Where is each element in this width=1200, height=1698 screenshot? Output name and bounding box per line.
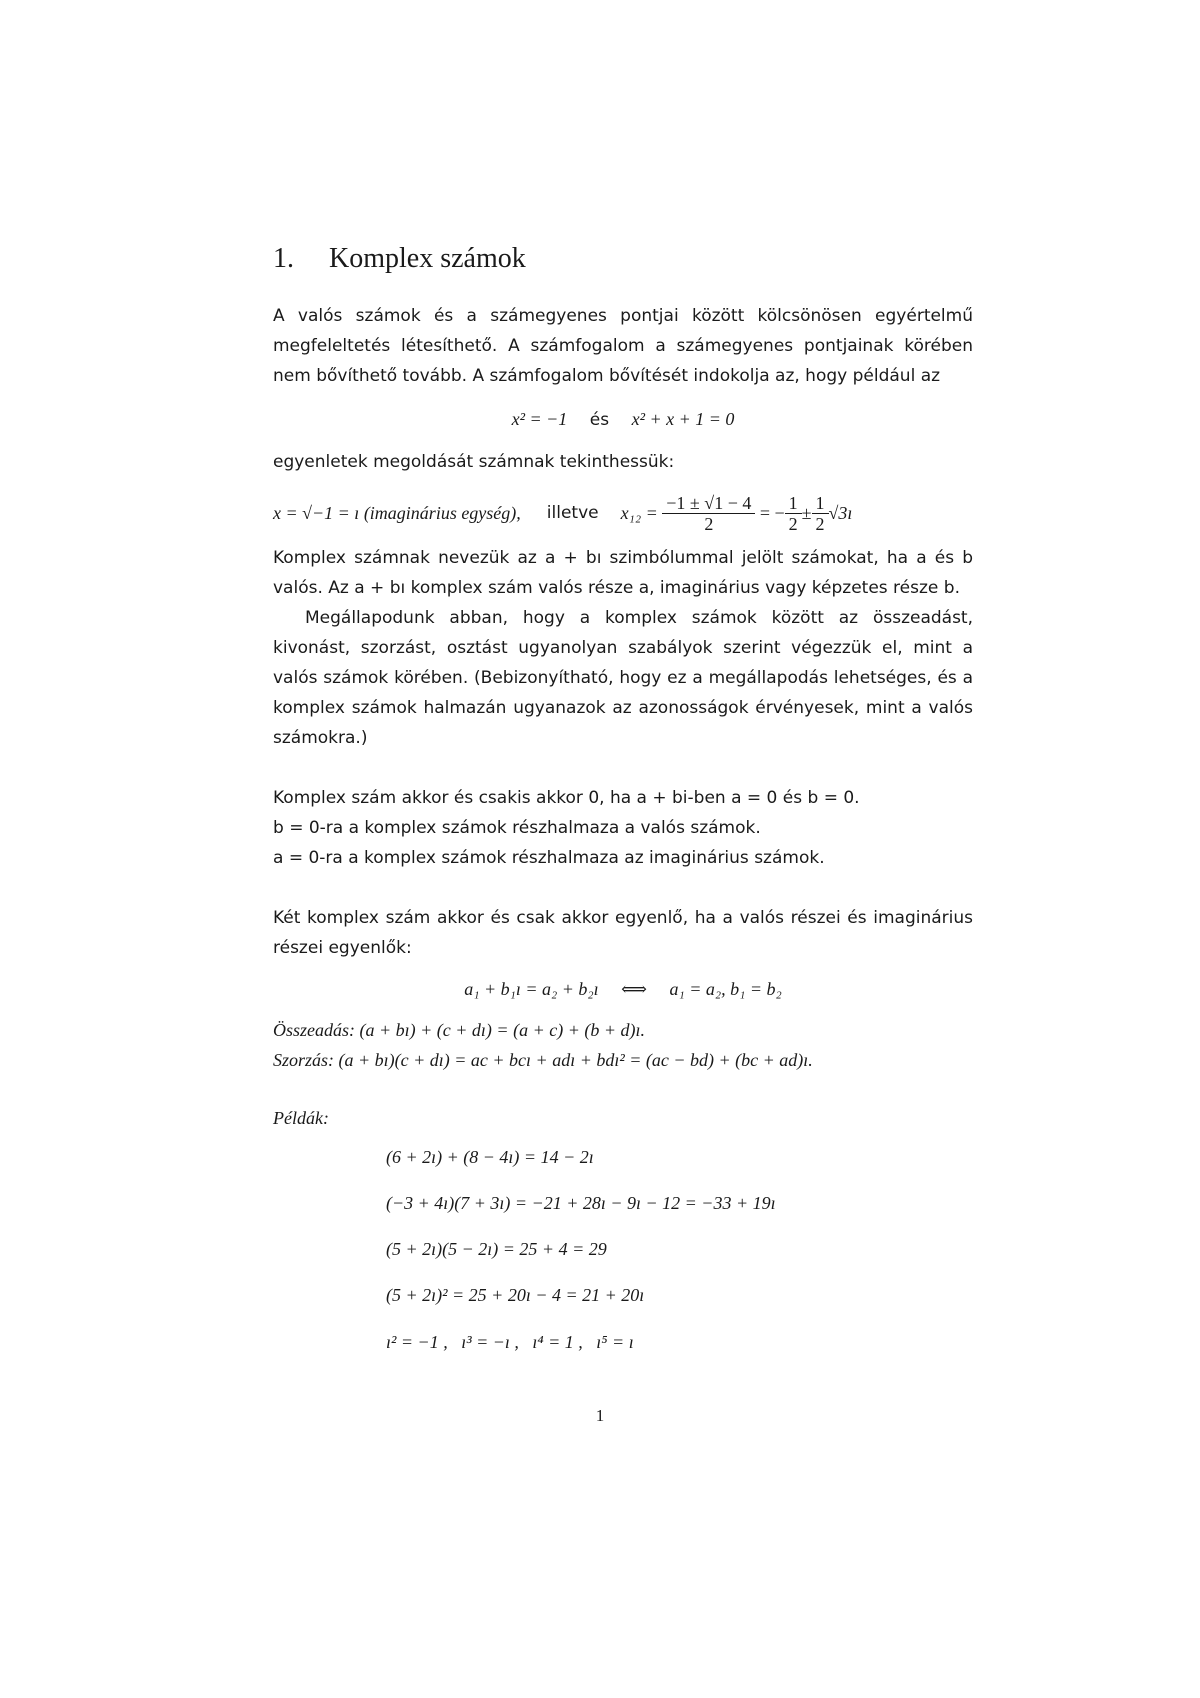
multiplication-formula: (a + bı)(c + dı) = ac + bcı + adı + bdı² = (ac − bd) + (bc + ad)ı. (338, 1050, 813, 1070)
example-item: ı² = −1 , ı³ = −ı , ı⁴ = 1 , ı⁵ = ı (386, 1332, 634, 1352)
multiplication-line (273, 1045, 973, 1075)
solution-left: x = √−1 = ı (273, 502, 360, 523)
equality-formula-text: a₁ + b₁ı = a₂ + b₂ı ⟺ a₁ = a₂, b₁ = b₂ (464, 979, 782, 999)
after-equations-text: egyenletek megoldását számnak tekinthessük: (273, 452, 675, 472)
equation-and: és (589, 410, 610, 430)
after-equations (273, 447, 973, 477)
examples-label: Példák: (273, 1108, 329, 1128)
imaginary-unit-label: (imaginárius egység), (363, 502, 521, 523)
equals-minus: = − (759, 502, 785, 523)
plus-minus: ± (801, 502, 812, 523)
zero-line-1: Komplex szám akkor és csakis akkor 0, ha a + bi-ben a = 0 és b = 0. (273, 788, 860, 808)
half2-numerator: 1 (812, 493, 829, 514)
zero-line-3: a = 0-ra a komplex számok részhalmaza az imaginárius számok. (273, 848, 825, 868)
examples-label-block (273, 1108, 973, 1129)
x12-label: x₁₂ = (620, 502, 658, 523)
addition-formula: (a + bı) + (c + dı) = (a + c) + (b + d)ı. (359, 1020, 645, 1040)
intro-equations (273, 404, 973, 435)
section-heading (273, 243, 526, 275)
agreement-paragraph: Megállapodunk abban, hogy a komplex számok között az összeadást, kivonást, szorzást, osztást ugyanolyan szabályok szerint végezzük el, mint a valós számok körében. (Bebizonyítható, hogy ez a megállapodás lehetséges, és a komplex számok halmazán ugyanazok az azonosságok érvényesek, mint a valós számokra.) (273, 608, 973, 748)
quadratic-fraction (662, 493, 755, 534)
intro-block (273, 301, 973, 391)
half-fraction-2 (812, 493, 829, 534)
equation-right: x² + x + 1 = 0 (631, 409, 735, 429)
multiplication-label: Szorzás: (273, 1050, 335, 1070)
page-number: 1 (595, 1406, 605, 1425)
example-item: (5 + 2ı)² = 25 + 20ı − 4 = 21 + 20ı (386, 1285, 645, 1305)
definition-paragraph: Komplex számnak nevezük az a + bı szimbólummal jelölt számokat, ha a és b valós. Az a + bı komplex szám valós része a, imaginárius vagy képzetes része b. (273, 548, 973, 598)
intro-paragraph: A valós számok és a számegyenes pontjai között kölcsönösen egyértelmű megfeleltetés létesíthető. A számfogalom a számegyenes pontjainak körében nem bővíthető tovább. A számfogalom bővítését indokolja az, hogy például az (273, 306, 973, 386)
zero-line-2: b = 0-ra a komplex számok részhalmaza a valós számok. (273, 818, 761, 838)
operations-block (273, 1015, 973, 1075)
example-item: (6 + 2ı) + (8 − 4ı) = 14 − 2ı (386, 1147, 594, 1167)
illetve-word: illetve (546, 503, 599, 523)
half1-denominator: 2 (788, 513, 798, 534)
solution-line (273, 487, 973, 539)
fraction-denominator: 2 (704, 513, 714, 534)
half2-denominator: 2 (815, 513, 825, 534)
definition-block (273, 543, 973, 753)
half1-numerator: 1 (785, 493, 802, 514)
example-item: (−3 + 4ı)(7 + 3ı) = −21 + 28ı − 9ı − 12 = −33 + 19ı (386, 1193, 776, 1213)
equality-formula (273, 974, 973, 1004)
fraction-numerator: −1 ± √1 − 4 (662, 493, 755, 514)
addition-label: Összeadás: (273, 1020, 356, 1040)
half-fraction-1 (785, 493, 802, 534)
section-title: Komplex számok (329, 243, 526, 274)
example-item: (5 + 2ı)(5 − 2ı) = 25 + 4 = 29 (386, 1239, 607, 1259)
equality-block (273, 903, 973, 963)
section-number: 1. (273, 243, 294, 274)
sqrt3-term: √3ı (828, 502, 853, 523)
equation-left: x² = −1 (511, 409, 568, 429)
addition-line (273, 1015, 973, 1045)
zero-block (273, 783, 973, 873)
equality-paragraph: Két komplex szám akkor és csak akkor egyenlő, ha a valós részei és imaginárius részei egyenlők: (273, 908, 973, 958)
